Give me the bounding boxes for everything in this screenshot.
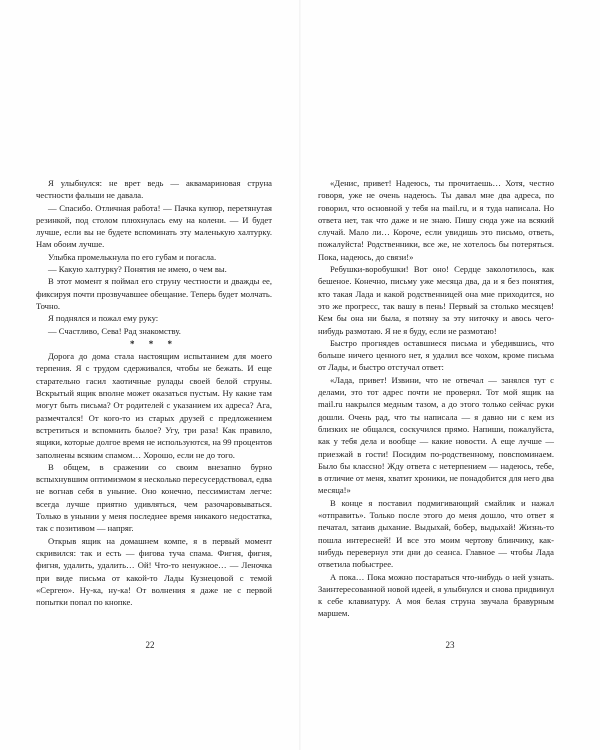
page-number: 23 [445,640,455,650]
left-page-text [36,177,272,608]
paragraph: В этот момент я поймал его струну честности и дважды ее, фиксируя почти прозвучавшее обещание. Теперь будет молчать. Точно. [36,276,272,311]
paragraph: А пока… Пока можно постараться что-нибудь о ней узнать. Заинтересованной новой идеей, я улыбнулся и снова придвинул к себе клавиатуру. А моя белая струна звучала бравурным маршем. [318,571,554,619]
paragraph: Ребушки-воробушки! Вот оно! Сердце заколотилось, как бешеное. Конечно, письму уже месяца два, да и я без понятия, кто такая Лада и какой родственницей она мне приходится, но это же прогресс, так вашу в пень! Первый за столько месяцев! Кем бы она ни была, я потяну за эту ниточку и авось чего-нибудь размотаю. Я не я буду, если не размотаю! [318,264,554,336]
paragraph: — Какую халтурку? Понятия не имею, о чем вы. [48,264,227,275]
paragraph: Открыв ящик на домашнем компе, я в первый момент скривился: так и есть — фигова туча спама. Фигня, фигня, фигня, удалить, удалить… Ой! Что-то ненужное… — Леночка при виде письма от какой-то Лады Кузнецовой с темой «Сергею». Ну-ка, ну-ка! От волнения я даже не с первой попытки попал по кнопке. [36,535,272,608]
paragraph: Я улыбнулся: не врет ведь — аквамариновая струна честности фальши не давала. [36,178,272,201]
right-page [300,0,600,750]
paragraph: «Денис, привет! Надеюсь, ты прочитаешь… Хотя, честно говоря, уже не очень надеюсь. Ты давал мне два адреса, по говорил, что основной у тебя на mail.ru, и я туда написала. Но ответа нет, так что даже и не знаю. Пишу сюда уже на всякий случай. Мало ли… Короче, если увидишь это письмо, ответь, пожалуйста! Родственники, все же, не хотелось бы потеряться. Пока, надеюсь, до связи!» [318,178,554,262]
section-divider: * * * [130,338,178,349]
paragraph: — Спасибо. Отличная работа! — Пачка купюр, перетянутая резинкой, под столом плюхнулась ему на колени. — И будет лучше, если вы не будете вспоминать эту маленькую халтурку. Нам обоим лучше. [36,202,272,250]
paragraph: В конце я поставил подмигивающий смайлик и нажал «отправить». Только после этого до меня дошло, что ответ я печатал, затаив дыхание. Выдыхай, бобер, выдыхай! Жизнь-то пошла интересней! И все это моим чертову блинчику, как-нибудь перевернул эти дни до сеанса. Главное — чтобы Лада ответила побыстрее. [318,497,554,570]
paragraph: Быстро прогнядев оставшиеся письма и убедившись, что больше ничего ценного нет, я удалил все чохом, кроме письма от Лады, и быстро отстучал ответ: [318,337,554,373]
paragraph: Я поднялся и пожал ему руку: [48,313,159,324]
page-number: 22 [145,640,155,650]
paragraph: Дорога до дома стала настоящим испытанием для моего терпения. Я с трудом сдерживался, чтобы не бежать. И еще старательно гасил хаотичные рулады своей белой струны. Вскрытый ящик вполне может оказаться пустым. Ну какие там могут быть письма? От родителей с указанием их адреса? Ага, размечтался! От кого-то из старых друзей с предложением встретиться и вспомнить былое? Угу, три раза! Как правило, ящики, которые долгое время не используются, на 99 процентов заполнены всяким спамом… Хорошо, если не до того. [36,351,272,460]
paragraph: Улыбка промелькнула по его губам и погасла. [48,251,217,262]
paragraph: — Счастливо, Сева! Рад знакомству. [48,325,181,336]
paragraph: «Лада, привет! Извини, что не отвечал — занялся тут с делами, это тот адрес почти не проверял. Тот мой ящик на mail.ru накрылся медным тазом, а до этого только сейчас руки дошли. Очень рад, что ты написала — я давно ни с кем из близких не общался, соскучился прямо. Напиши, пожалуйста, как у тебя дела и вообще — какие новости. А еще лучше — приезжай в гости! Посидим по-родственному, повспоминаем. Было бы классно! Жду ответа с нетерпением — надеюсь, тебе, в отличие от меня, хватит хроники, не понадобится для него два месяца!» [318,374,554,496]
right-page-text [318,177,554,620]
paragraph: В общем, в сражении со своим внезапно бурно вспыхнувшим оптимизмом я несколько пересусердствовал, едва не вогнав себя в уныние. Оно конечно, пессимистам легче: всегда лучше приятно удивляться, чем разочаровываться. Только в унынии у меня последнее время никакого недостатка, так с позитивом — напряг. [36,461,272,534]
